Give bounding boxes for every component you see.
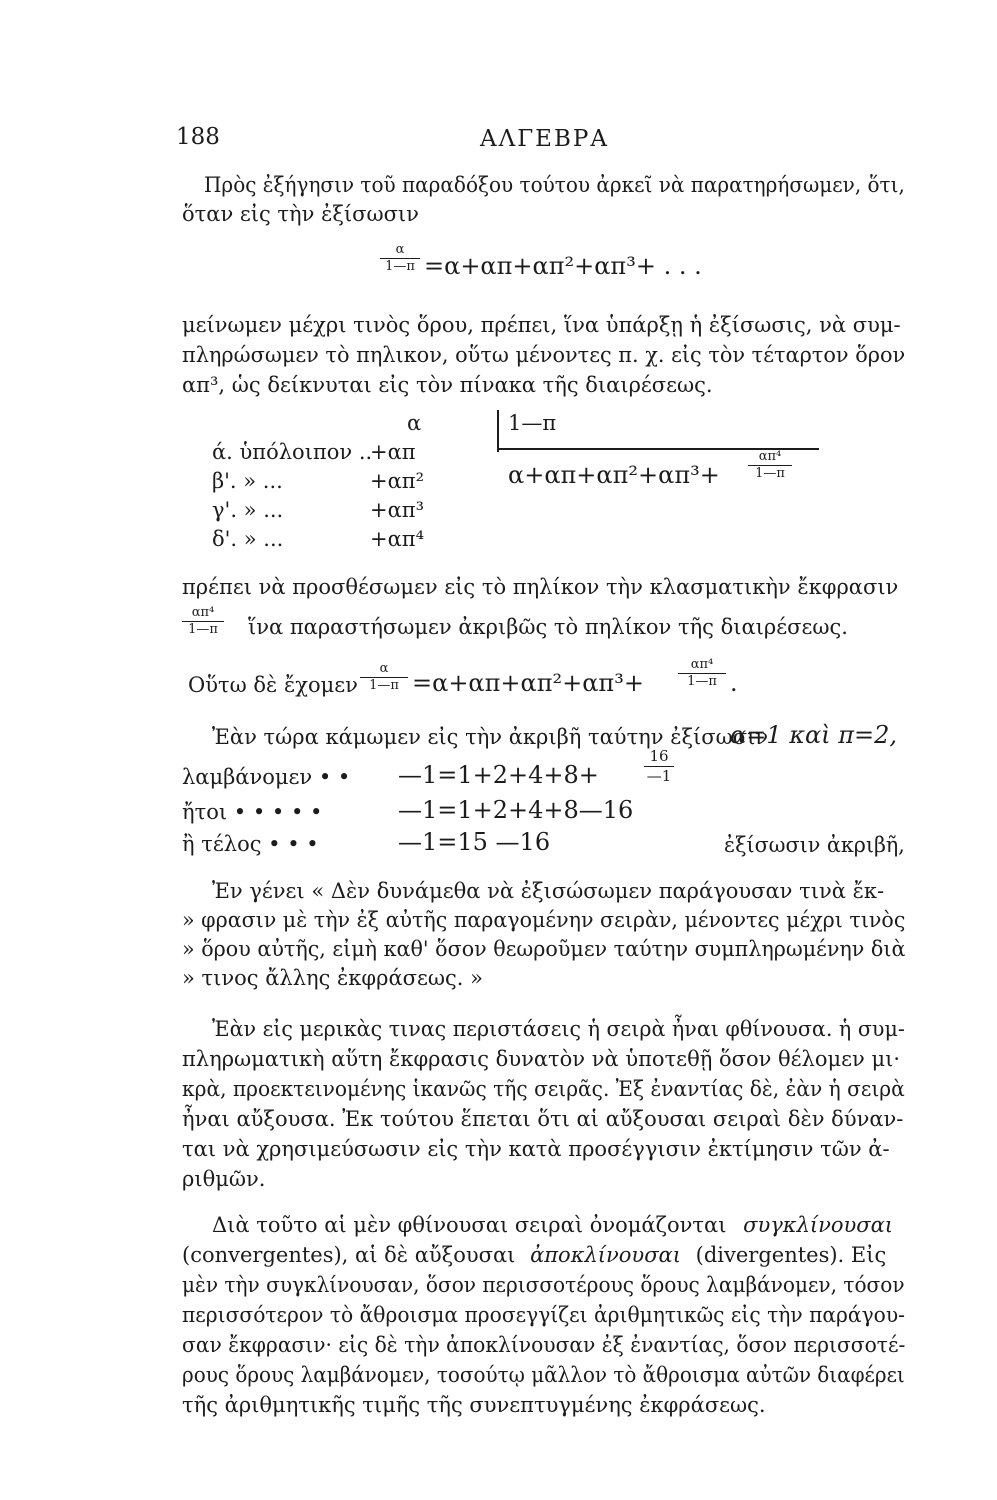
step-note: ἐξίσωσιν ἀκριβῆ, — [724, 833, 905, 857]
eq1-fraction — [380, 243, 420, 274]
para2-line: πρέπει νὰ προσθέσωμεν εἰς τὸ πηλίκον τὴν κλασματικὴν ἔκφρασιν — [182, 575, 899, 599]
step-expr-1: —1=1+2+4+8+ — [398, 761, 599, 789]
para4-line-2: » φρασιν μὲ τὴν ἐξ αὐτῆς παραγομένην σειρὰν, μένοντες μέχρι τινὸς — [182, 908, 906, 932]
eq2-fraction-2 — [678, 658, 726, 689]
eq1-numerator: α — [395, 242, 405, 257]
intro-line-2: ὅταν εἰς τὴν ἐξίσωσιν — [182, 202, 419, 226]
step-fraction — [644, 748, 674, 785]
division-dividend: α — [407, 411, 422, 435]
eq2-end: . — [730, 669, 738, 697]
para2-frac-denominator: 1—π — [188, 622, 218, 637]
para6-line-3: μὲν τὴν συγκλίνουσαν, ὅσον περισσοτέρους ὅρους λαμβάνομεν, τόσον — [182, 1273, 905, 1297]
para3-text: Ἐὰν τώρα κάμωμεν εἰς τὴν ἀκριβῆ ταύτην ἐξίσωσιν — [212, 725, 769, 749]
division-quotient: α+απ+απ²+απ³+ — [508, 461, 720, 489]
page-number: 188 — [176, 124, 220, 150]
para6-line-5: σαν ἔκφρασιν· εἰς δὲ τὴν ἀποκλίνουσαν ἐξ ἐναντίας, ὅσον περισσοτέ- — [182, 1333, 906, 1357]
para5-line-1: Ἐὰν εἰς μερικὰς τινας περιστάσεις ἡ σειρὰ ἦναι φθίνουσα. ἡ συμ- — [212, 1017, 905, 1041]
remainder-label-4: δ'. » ... — [212, 527, 284, 551]
step-expr-2: —1=1+2+4+8—16 — [398, 796, 634, 824]
para4-line-3: » ὅρου αὐτῆς, εἰμὴ καθ' ὅσον θεωροῦμεν ταύτην συμπληρωμένην διὰ — [182, 937, 906, 961]
step-expr-3: —1=15 —16 — [398, 828, 551, 856]
para2-frac-numerator: απ⁴ — [191, 605, 215, 620]
remainder-value-2: +απ² — [370, 469, 424, 493]
division-vertical-rule — [497, 410, 499, 452]
step-frac-numerator: 16 — [649, 747, 669, 765]
para5-line-5: ται νὰ χρησιμεύσωσιν εἰς τὴν κατὰ προσέγγισιν ἐκτίμησιν τῶν ἀ- — [182, 1137, 890, 1161]
running-title: ΑΛΓΕΒΡΑ — [480, 126, 609, 152]
step-label-1: λαμβάνομεν • • — [182, 765, 351, 789]
para6-line-2-tail: (divergentes). Εἰς — [695, 1243, 887, 1267]
eq2-frac2-denominator: 1—π — [687, 674, 717, 689]
para2-fraction — [182, 606, 224, 637]
remainder-label-3: γ'. » ... — [212, 498, 284, 522]
para6-line-4: περισσότερον τὸ ἄθροισμα προσεγγίζει ἀριθμητικῶς εἰς τὴν παράγου- — [182, 1303, 905, 1327]
para6-line-1 — [212, 1210, 893, 1240]
eq2-middle: =α+απ+απ²+απ³+ — [412, 669, 644, 697]
step-label-2: ἤτοι • • • • • — [182, 800, 323, 824]
quotient-fraction — [748, 450, 792, 481]
para5-line-2: πληρωματικὴ αὕτη ἔκφρασις δυνατὸν νὰ ὑποτεθῇ ὅσον θέλομεν μι· — [182, 1047, 901, 1071]
remainder-value-1: +απ — [370, 440, 416, 464]
remainder-label-2: β'. » ... — [212, 469, 283, 493]
division-divisor: 1—π — [508, 411, 557, 435]
eq1-rhs: =α+απ+απ²+απ³+ . . . — [424, 252, 702, 280]
para6-line-1-text: Διὰ τοῦτο αἱ μὲν φθίνουσαι σειραὶ ὀνομάζονται — [212, 1213, 727, 1237]
para2b-line: ἵνα παραστήσωμεν ἀκριβῶς τὸ πηλίκον τῆς διαιρέσεως. — [248, 615, 848, 639]
eq2-lead: Οὕτω δὲ ἔχομεν — [188, 673, 358, 697]
para3-math: α=1 καὶ π=2, — [730, 721, 897, 749]
para1-line-2: πληρώσωμεν τὸ πηλικον, οὕτω μένοντες π. χ. εἰς τὸν τέταρτον ὅρον — [182, 343, 906, 367]
para6-line-7: τῆς ἀριθμητικῆς τιμῆς τῆς συνεπτυγμένης ἐκφράσεως. — [182, 1393, 766, 1417]
para6-line-2-text: (convergentes), αἱ δὲ αὔξουσαι — [182, 1243, 516, 1267]
para1-line-3: απ³, ὡς δείκνυται εἰς τὸν πίνακα τῆς διαιρέσεως. — [182, 373, 713, 397]
step-frac-denominator: —1 — [646, 767, 672, 785]
eq1-denominator: 1—π — [385, 259, 415, 274]
quotient-frac-numerator: απ⁴ — [758, 449, 782, 464]
eq2-fraction-1 — [360, 662, 408, 693]
quotient-frac-denominator: 1—π — [755, 466, 785, 481]
remainder-value-4: +απ⁴ — [370, 527, 424, 551]
term-divergent: ἀποκλίνουσαι — [530, 1243, 681, 1267]
para6-line-2 — [182, 1240, 886, 1270]
para5-line-3: κρὰ, προεκτεινομένης ἱκανῶς τῆς σειρᾶς. Ἐξ ἐναντίας δὲ, ἐὰν ἡ σειρὰ — [182, 1077, 905, 1101]
para1-line-1: μείνωμεν μέχρι τινὸς ὅρου, πρέπει, ἵνα ὑπάρξῃ ἡ ἐξίσωσις, νὰ συμ- — [182, 313, 901, 337]
step-label-3: ἢ τέλος • • • — [182, 832, 319, 856]
remainder-value-3: +απ³ — [370, 498, 424, 522]
para5-line-4: ἦναι αὔξουσα. Ἐκ τούτου ἕπεται ὅτι αἱ αὔξουσαι σειραὶ δὲν δύναν- — [182, 1107, 904, 1131]
eq2-frac1-denominator: 1—π — [369, 678, 399, 693]
para4-line-4: » τινος ἄλλης ἐκφράσεως. » — [182, 966, 483, 990]
para5-line-6: ριθμῶν. — [182, 1167, 266, 1191]
para6-line-6: ρους ὅρους λαμβάνομεν, τοσούτῳ μᾶλλον τὸ ἄθροισμα αὐτῶν διαφέρει — [182, 1363, 905, 1387]
remainder-label-1: ά. ὑπόλοιπον .. — [212, 440, 373, 464]
term-convergent: συγκλίνουσαι — [743, 1213, 894, 1237]
para4-line-1: Ἐν γένει « Δὲν δυνάμεθα νὰ ἐξισώσωμεν παράγουσαν τινὰ ἔκ- — [212, 879, 885, 903]
eq2-frac1-numerator: α — [379, 661, 389, 676]
eq2-frac2-numerator: απ⁴ — [690, 657, 714, 672]
intro-line-1: Πρὸς ἐξήγησιν τοῦ παραδόξου τούτου ἀρκεῖ νὰ παρατηρήσωμεν, ὅτι, — [204, 173, 905, 197]
